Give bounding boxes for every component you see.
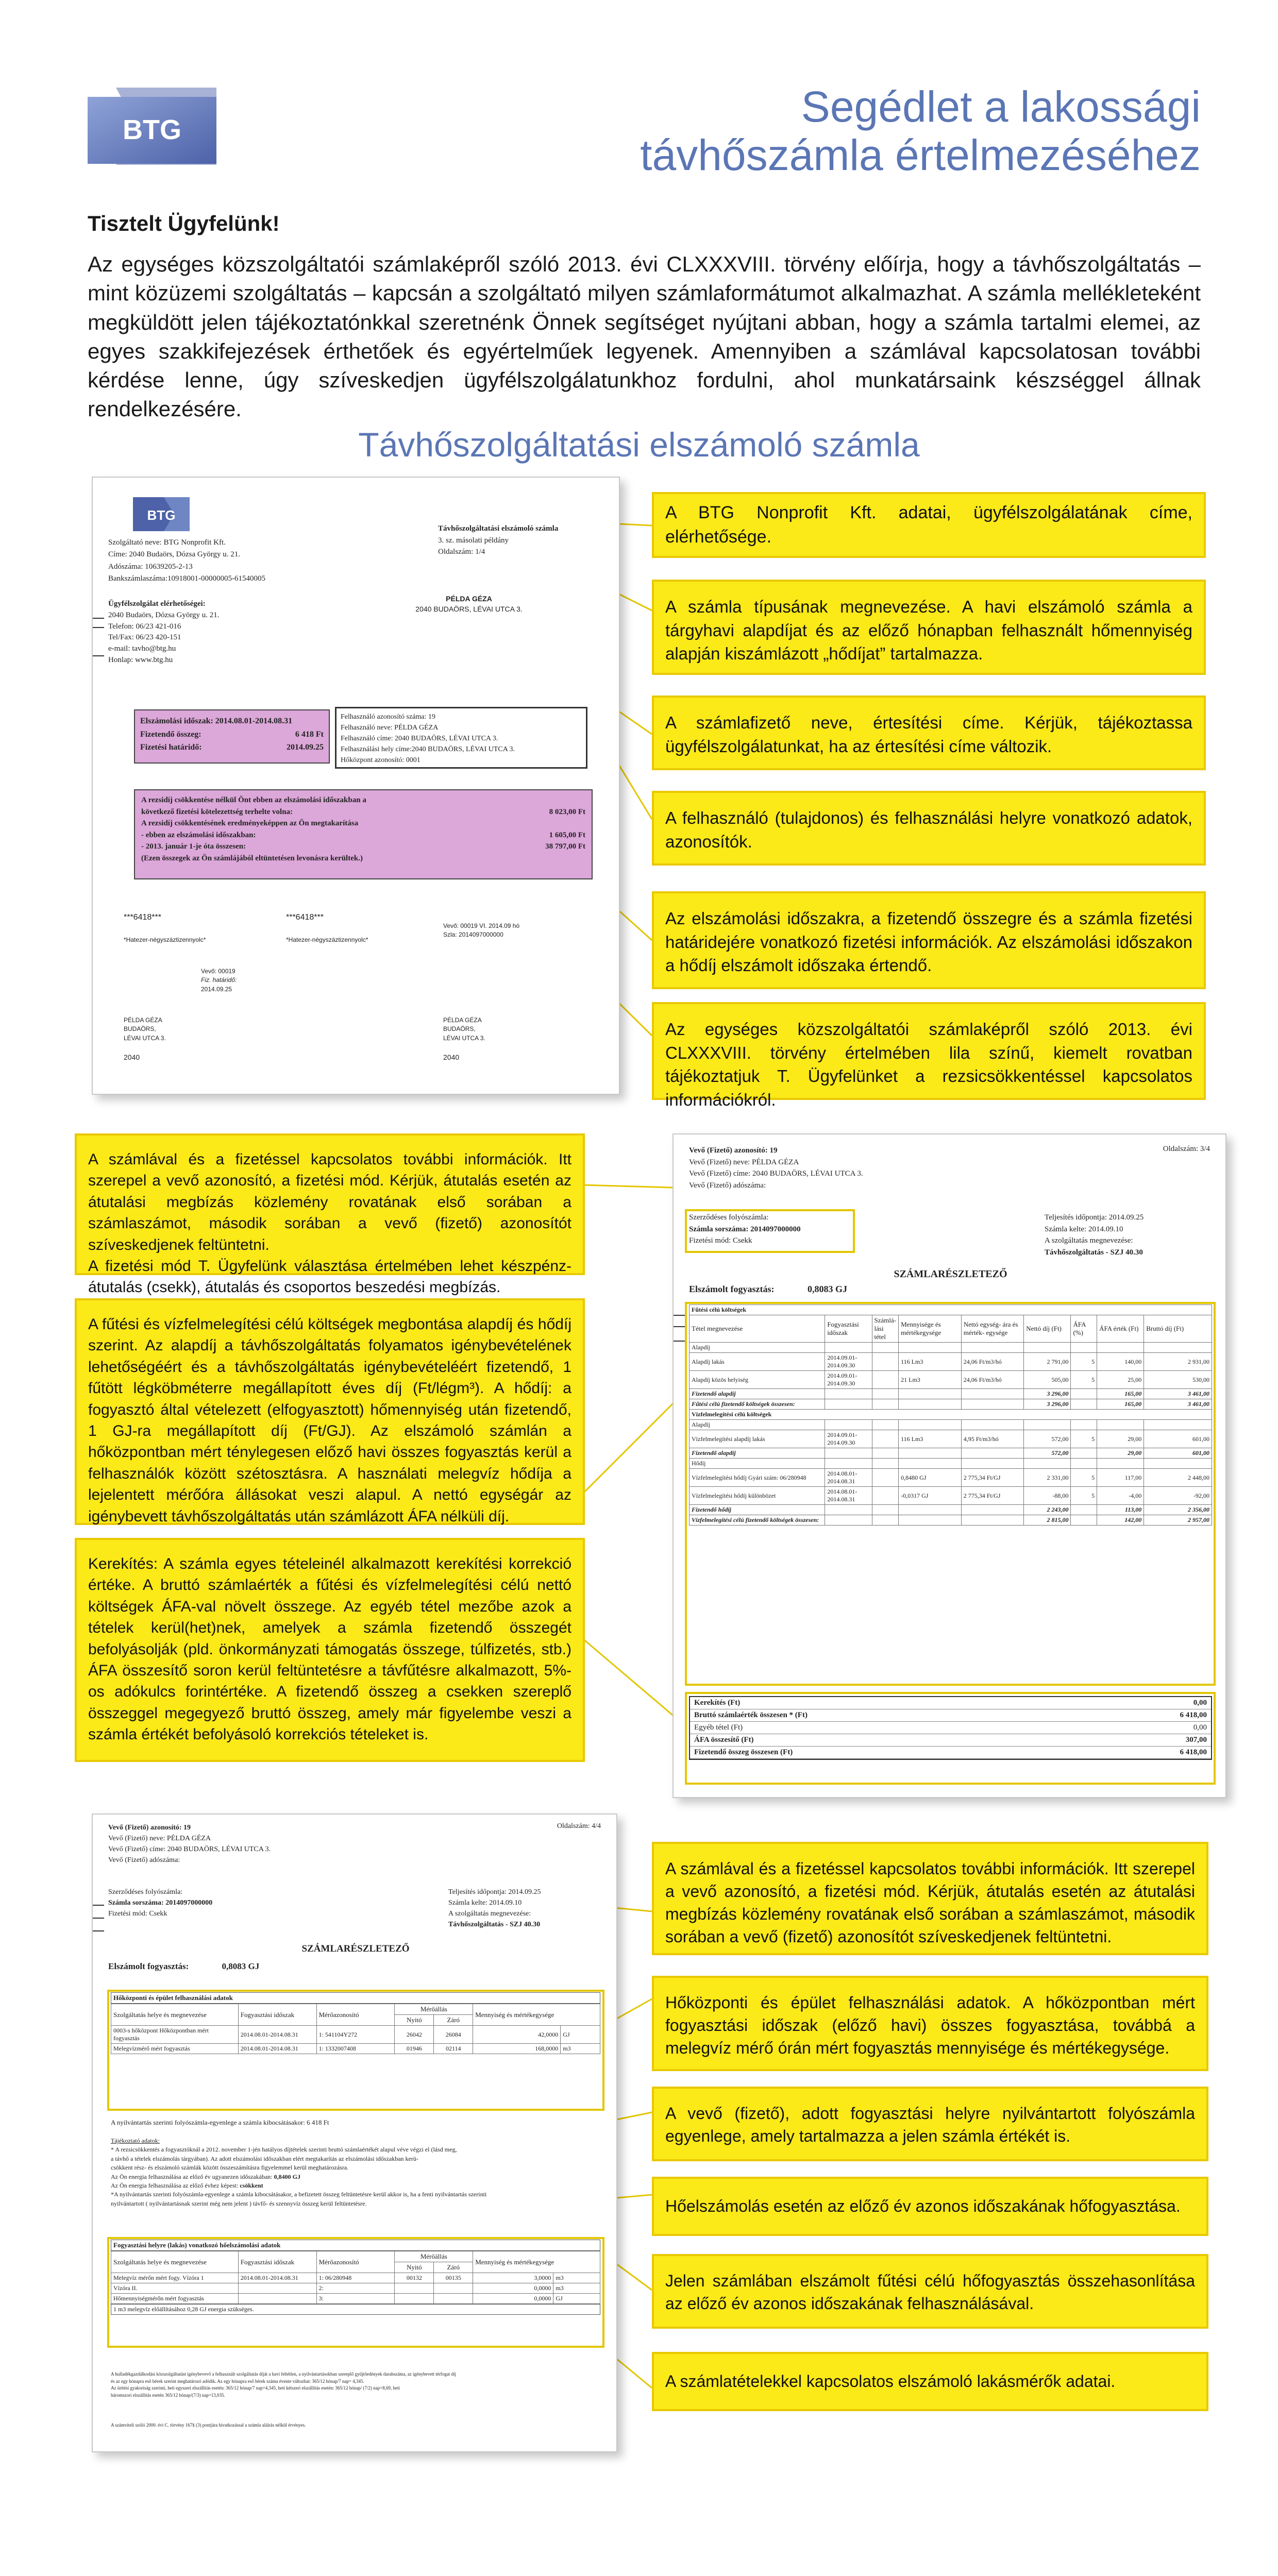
h-vat-amt: ÁFA érték (Ft) [1097, 1315, 1144, 1343]
melegviz-note: 1 m3 melegvíz előállításához 0,28 GJ energia szükséges. [111, 2304, 600, 2315]
cs-fax: Tel/Fax: 06/23 420-151 [108, 633, 181, 642]
doc3-performance-date: Teljesítés időpontja: 2014.09.25 [448, 1888, 541, 1896]
water-cell-net: 2 815,00 [1024, 1515, 1071, 1526]
doc3-buyer-address: Vevő (Fizető) címe: 2040 BUDAÖRS, LÉVAI UTCA 3. [108, 1845, 271, 1853]
doc3-buyer-id: Vevő (Fizető) azonosító: 19 [108, 1824, 191, 1832]
hk-h-qty: Mennyiség és mértékegysége [473, 2004, 600, 2026]
h-period: Fogyasztási időszak [825, 1315, 872, 1343]
hk-cell-close: 26084 [434, 2026, 473, 2044]
totals-value: 0,00 [1193, 1723, 1207, 1732]
hk-cell-name: 0003-s hőközpont Hőközpontban mért fogyasztás [111, 2026, 239, 2044]
heat-cell-net: 3 296,00 [1024, 1399, 1071, 1410]
heat-cell-price: 24,06 Ft/m3/hó [961, 1371, 1024, 1389]
doc2-service-value: Távhőszolgáltatás - SZJ 40.30 [1045, 1248, 1143, 1257]
meter-cell-meter: 1: 06/280948 [316, 2273, 395, 2283]
coupon-addr-a3: LÉVAI UTCA 3. [124, 1034, 166, 1042]
water-cell-name: Fizetendő hődíj [690, 1505, 825, 1515]
cs-web: Honlap: www.btg.hu [108, 655, 173, 664]
heat-cell-vat_amt: 165,00 [1097, 1399, 1144, 1410]
heat-cell-name: Fizetendő alapdíj [690, 1389, 825, 1399]
section-title: Távhőszolgáltatási elszámoló számla [358, 426, 920, 464]
coupon-addr-b4: 2040 [443, 1053, 460, 1062]
water-cell-name: Fizetendő alapdíj [690, 1448, 825, 1459]
m-h-open: Nyitó [395, 2262, 434, 2273]
water-cell-vat_amt: 29,00 [1097, 1430, 1144, 1448]
invoice-page-3 [672, 1133, 1226, 1798]
user-address: Felhasználó címe: 2040 BUDAÖRS, LÉVAI UTCA 3. [341, 735, 498, 742]
rezsi-line6: (Ezen összegek az Ön számlájából eltüntetésen levonásra kerültek.) [141, 854, 363, 862]
doc3-prev-value: 0,8400 GJ [274, 2173, 300, 2180]
doc3-info-l2: a távhő a tételek elszámolás tárgyában). Az adott elszámolási időszakban elért megtakarítás az elszámolási időszakban kerü- [111, 2155, 418, 2162]
invoice-page: Oldalszám: 1/4 [438, 548, 485, 556]
totals-value: 6 418,00 [1180, 1748, 1207, 1756]
meter-cell-meter: 2: [316, 2283, 395, 2294]
cs-title: Ügyfélszolgálat elérhetőségei: [108, 600, 206, 608]
h-net: Nettó díj (Ft) [1024, 1315, 1071, 1343]
user-id: Felhasználó azonosító száma: 19 [341, 713, 435, 721]
note-provider: A BTG Nonprofit Kft. adatai, ügyfélszolgálatának címe, elérhetősége. [652, 492, 1206, 558]
doc3-consumption-value: 0,8083 GJ [222, 1961, 260, 1971]
heat-cell-name: Alapdíj közös helyiség [690, 1371, 825, 1389]
h-sect: Számlá- lási tétel [872, 1315, 899, 1343]
due-label: Fizetési határidő: [140, 743, 202, 752]
hk-h-open: Nyitó [395, 2015, 434, 2026]
water-cell-qty: 116 Lm3 [899, 1430, 962, 1448]
heat-cell-qty: 21 Lm3 [899, 1371, 962, 1389]
water-title: Vízfelmelegítési célú költségek [690, 1410, 1212, 1420]
water-cell-qty: -0,0317 GJ [899, 1487, 962, 1505]
heat-cell-gross: 2 931,00 [1144, 1353, 1212, 1371]
doc2-contract: Szerződéses folyószámla: [689, 1213, 769, 1222]
heat-cell-period: 2014.09.01-2014.09.30 [825, 1353, 872, 1371]
doc3-consumption-label: Elszámolt fogyasztás: [108, 1961, 189, 1971]
doc3-compare-label: Az Ön energia felhasználása az előző évhez képest: [111, 2181, 239, 2189]
meter-cell-period: 2014.08.01-2014.08.31 [238, 2273, 316, 2283]
doc3-info-l1: * A rezsicsökkentés a fogyasztóknál a 2012. november 1-jén hatályos díjtételek szerinti bruttó számlaértékét alapul véve végzi el (lásd meg, [111, 2146, 457, 2154]
meter-cell-qty: 3,0000 [473, 2273, 553, 2283]
hk-cell-period: 2014.08.01-2014.08.31 [238, 2044, 316, 2054]
water-cell-net: -88,00 [1024, 1487, 1071, 1505]
coupon-word-b: *Hatezer-négyszáztizennyolc* [286, 936, 368, 943]
water-cell-gross: -92,00 [1144, 1487, 1212, 1505]
rezsi-line3: A rezsidíj csökkentésének eredményeképpen az Ön megtakarítása [141, 819, 359, 827]
meter-title: Fogyasztási helyre (lakás) vonatkozó hőelszámolási adatok [111, 2240, 600, 2251]
water-cell-name: Hődíj [690, 1459, 825, 1469]
note-meters: A számlatételekkel kapcsolatos elszámoló lakásmérők adatai. [652, 2352, 1208, 2411]
hk-cell-period: 2014.08.01-2014.08.31 [238, 2026, 316, 2044]
coupon-addr-a2: BUDAÖRS, [124, 1025, 156, 1033]
meter-cell-name: Vízóra II. [111, 2283, 239, 2294]
doc3-info-l5: nyilvántartott ( nyilvántartásnak szerint még nem jelent ) távfő- és szennyvíz összeg kerül feltüntetésre. [111, 2199, 367, 2207]
water-cell-gross: 601,00 [1144, 1448, 1212, 1459]
totals-value: 307,00 [1185, 1736, 1207, 1744]
hk-cell-name: Melegvízmérő mért fogyasztás [111, 2044, 239, 2054]
coupon-code-b: Szla: 2014097000000 [443, 931, 503, 939]
highlight-cost-table [685, 1302, 1216, 1686]
doc3-footer-l3: Az ürítési gyakoriság szerinti, heti egyszeri elszállítás esetén: 365/12 hónap/7 nap=4,345, heti kétszeri elszállítás esetén: 365/12 hónap/ (7/2) nap=8,69, heti [111, 2385, 400, 2391]
doc2-invoice-number: Számla sorszáma: 2014097000000 [689, 1225, 801, 1233]
heat-cell-net: 2 791,00 [1024, 1353, 1071, 1371]
hk-cell-meter: 1: 541104Y272 [316, 2026, 395, 2044]
coupon-addr-a1: PÉLDA GÉZA [124, 1016, 162, 1024]
invoice-copy: 3. sz. másolati példány [438, 536, 509, 545]
water-cell-name: Vízfelmelegítési célú fizetendő költségek összesen: [690, 1515, 825, 1526]
doc2-buyer-id: Vevő (Fizető) azonosító: 19 [689, 1146, 778, 1155]
water-cell-gross: 2 356,00 [1144, 1505, 1212, 1515]
doc3-buyer-tax: Vevő (Fizető) adószáma: [108, 1856, 180, 1864]
provider-tax: Adószáma: 10639205-2-13 [108, 562, 193, 571]
amount-label: Fizetendő összeg: [140, 730, 201, 739]
meter-cell-unit: GJ [553, 2294, 600, 2304]
coupon-addr-b3: LÉVAI UTCA 3. [443, 1034, 485, 1042]
note-payer: A számlafizető neve, értesítési címe. Kérjük, tájékoztassa ügyfélszolgálatunkat, ha az értesítési címe változik. [652, 696, 1206, 770]
doc1-logo [133, 493, 190, 534]
hk-cell-qty: 168,0000 [473, 2044, 561, 2054]
page-title-line2: távhőszámla értelmezéséhez [640, 131, 1201, 180]
provider-name: Szolgáltató neve: BTG Nonprofit Kft. [108, 538, 226, 547]
rezsi-box [134, 789, 593, 879]
intro-paragraph: Az egységes közszolgáltatói számlaképről szóló 2013. évi CLXXXVIII. törvény előírja, hogy a távhőszolgáltatás – mint közüzemi szolgáltatás – kapcsán a szolgáltató milyen számlaformátumot alkalmazhat. A számla mellékleteként megküldött jelen tájékoztatónkkal szeretnénk Önnek segítséget nyújtani abban, hogy a számla tartalmi elemei, az egyes szakkifejezések érthetőek és egyértelműek legyenek. Amennyiben a számlával kapcsolatosan további kérdése lenne, úgy szíveskedjen ügyfélszolgálatunkhoz fordulni, ahol munkatársaink készséggel állnak rendelkezésére. [88, 252, 1201, 421]
doc3-footer-l2: és az egy hónapra eső bérek szerint meghatározó adódik. Az egy hónapra eső bérek száma évente változhat: 365/12 hónap/7 nap= 4,345. [111, 2378, 364, 2384]
due-value: 2014.09.25 [287, 743, 324, 752]
meter-cell-unit: m3 [553, 2273, 600, 2283]
highlight-meter-data [107, 2237, 604, 2348]
invoice-type: Távhőszolgáltatási elszámoló számla [438, 524, 559, 533]
doc2-buyer-tax: Vevő (Fizető) adószáma: [689, 1181, 766, 1190]
highlight-payment-info [685, 1209, 855, 1253]
m-h-meter: Mérőazonosító [316, 2251, 395, 2273]
water-cell-name: Vízfelmelegítési alapdíj lakás [690, 1430, 825, 1448]
heat-cell-gross: 3 461,00 [1144, 1399, 1212, 1410]
heat-cell-qty: 116 Lm3 [899, 1353, 962, 1371]
totals-label: ÁFA összesítő (Ft) [694, 1736, 754, 1744]
hk-cell-open: 26042 [395, 2026, 434, 2044]
hk-h-period: Fogyasztási időszak [238, 2004, 316, 2026]
water-cell-vat_amt: 113,00 [1097, 1505, 1144, 1515]
page-title-line1: Segédlet a lakossági [801, 82, 1201, 131]
stub-line3: 2014.09.25 [201, 985, 232, 993]
rezsi-line5: - 2013. január 1-je óta összesen: [141, 842, 246, 851]
greeting: Tisztelt Ügyfelünk! [88, 211, 280, 235]
water-cell-period: 2014.08.01-2014.08.31 [825, 1487, 872, 1505]
doc2-page-number: Oldalszám: 3/4 [1163, 1145, 1210, 1153]
doc2-performance-date: Teljesítés időpontja: 2014.09.25 [1045, 1213, 1144, 1222]
doc3-info-l3: csökkent rész- és elszámoló számlák között összeszámításra figyelemmel kerül meghatározásra. [111, 2164, 349, 2172]
water-cell-net: 2 331,00 [1024, 1469, 1071, 1487]
period-label: Elszámolási időszak: [140, 717, 213, 725]
rezsi-value1: 8 023,00 Ft [549, 807, 585, 816]
note-cost-breakdown: A fűtési és vízfelmelegítési célú költségek megbontása alapdíj és hődíj szerint. Az alapdíj a távhőszolgáltatás folyamatos igénybevételének lehetőségéért és a távhőszolgáltatás igénybevételéért fizetendő, 1 fűtött légköbméterre megállapított éves díj (Ft/légm³). A hődíj: a fogyasztó által vételezett (elfogyasztott) hőmennyiség után fizetendő, 1 GJ-ra megállapított díj (Ft/GJ). Az elszámoló számlán a hőközpontban mért ténylegesen előző havi összes fogyasztás kerül a felhasználók között szétosztásra. A használati melegvíz hődíja a lejelentett mérőóra állásokat veszi alapul. A nettó egységár az igénybevett távhőszolgáltatás után számlázott ÁFA nélküli díj. [75, 1298, 585, 1525]
provider-bank: Bankszámlaszáma:10918001-00000005-61540005 [108, 574, 265, 583]
coupon-addr-b1: PÉLDA GÉZA [443, 1016, 482, 1024]
meter-cell-qty: 0,0000 [473, 2294, 553, 2304]
hk-h-meter: Mérőazonosító [316, 2004, 395, 2026]
water-cell-name: Vízfelmelegítési hődíj Gyári szám: 06/280948 [690, 1469, 825, 1487]
water-cell-vat: 5 [1071, 1487, 1097, 1505]
water-cell-gross: 601,00 [1144, 1430, 1212, 1448]
place-address: Felhasználási hely címe:2040 BUDAÖRS, LÉVAI UTCA 3. [341, 745, 515, 753]
doc3-info-title: Tájékoztató adatok: [111, 2137, 160, 2144]
note-payment-details: A számlával és a fizetéssel kapcsolatos további információk. Itt szerepel a vevő azonosító, a fizetési mód. Kérjük, átutalás esetén az átutalási megbízás közlemény rovatának első sorában a számlaszámot, második sorában a vevő (fizető) azonosítót szíveskedjenek feltüntetni. A fizetési mód T. Ügyfelünk választása értelmében lehet készpénz-átutalás (csekk), átutalás és csoportos beszedési megbízás. [75, 1133, 585, 1275]
note-user: A felhasználó (tulajdonos) és felhasználási helyre vonatkozó adatok, azonosítók. [652, 791, 1206, 866]
rezsi-value2: 1 605,00 Ft [549, 831, 585, 839]
meter-cell-unit: m3 [553, 2283, 600, 2294]
hk-h-reading: Mérőállás [395, 2004, 473, 2015]
h-vat: ÁFA (%) [1071, 1315, 1097, 1343]
user-box [335, 707, 587, 769]
heat-cell-vat_amt: 140,00 [1097, 1353, 1144, 1371]
doc3-invoice-number: Számla sorszáma: 2014097000000 [108, 1899, 213, 1907]
hk-cell-unit: m3 [561, 2044, 600, 2054]
amount-value: 6 418 Ft [295, 730, 324, 739]
doc3-buyer-name: Vevő (Fizető) neve: PÉLDA GÉZA [108, 1835, 211, 1842]
doc3-detail-title: SZÁMLARÉSZLETEZŐ [301, 1943, 410, 1954]
water-cell-vat: 5 [1071, 1469, 1097, 1487]
water-cell-gross: 2 957,00 [1144, 1515, 1212, 1526]
doc2-consumption-label: Elszámolt fogyasztás: [689, 1284, 775, 1294]
period-value: 2014.08.01-2014.08.31 [215, 717, 293, 725]
payer-address: 2040 BUDAÖRS, LÉVAI UTCA 3. [415, 605, 523, 614]
svg-text:BTG: BTG [147, 507, 176, 523]
water-cell-price: 4,95 Ft/m3/hó [961, 1430, 1024, 1448]
doc3-pay-mode: Fizetési mód: Csekk [108, 1910, 167, 1918]
note-comparison: Jelen számlában elszámolt fűtési célú hőfogyasztás összehasonlítása az előző év azonos időszakának felhasználásával. [652, 2254, 1208, 2329]
coupon-amount-a: ***6418*** [124, 913, 161, 922]
totals-value: 0,00 [1193, 1699, 1207, 1707]
hk-id: Hőközpont azonosító: 0001 [341, 756, 421, 764]
svg-text:BTG: BTG [123, 114, 181, 145]
heat-cell-name: Fűtési célú fizetendő költségek összesen: [690, 1399, 825, 1410]
coupon-word-a: *Hatezer-négyszáztizennyolc* [124, 936, 206, 943]
doc3-prev-year: Az Ön energia felhasználása az előző év ugyanezen időszakában: [111, 2173, 273, 2180]
meter-cell-qty: 0,0000 [473, 2283, 553, 2294]
heat-cell-name: Alapdíj [690, 1343, 825, 1353]
meter-cell-name: Melegvíz mérőn mért fogy. Vízóra 1 [111, 2273, 239, 2283]
note-payment-info: Az elszámolási időszakra, a fizetendő összegre és a számla fizetési határidejére vonatkozó fizetési információk. Az elszámolási időszakon a hődíj elszámolt időszaka értendő. [652, 891, 1206, 989]
doc2-detail-title: SZÁMLARÉSZLETEZŐ [894, 1268, 1007, 1280]
cs-phone: Telefon: 06/23 421-016 [108, 622, 181, 631]
water-cell-gross: 2 448,00 [1144, 1469, 1212, 1487]
water-cell-vat_amt: 117,00 [1097, 1469, 1144, 1487]
water-cell-vat: 5 [1071, 1430, 1097, 1448]
doc3-footer-l4: háromszori elszállítás esetén 365/12 hónap/(7/3) nap=13,035. [111, 2392, 225, 2398]
water-cell-qty: 0,8480 GJ [899, 1469, 962, 1487]
water-cell-name: Alapdíj [690, 1420, 825, 1430]
heat-cell-vat: 5 [1071, 1371, 1097, 1389]
rezsi-line4: - ebben az elszámolási időszakban: [141, 831, 256, 839]
doc3-footer-l5: A számviteli szóló 2000. évi C. törvény 167§ (3) pontjára hivatkozással a számla aláírás nélkül érvényes. [111, 2422, 306, 2428]
invoice-page-1 [92, 477, 620, 1095]
m-h-name: Szolgáltatás helye és megnevezése [111, 2251, 239, 2273]
highlight-totals [685, 1692, 1216, 1785]
note-prev-year: Hőelszámolás esetén az előző év azonos időszakának hőfogyasztása. [652, 2177, 1208, 2236]
hk-title: Hőközponti és épület felhasználási adatok [111, 1992, 600, 2004]
doc3-balance: A nyilvántartás szerinti folyószámla-egyenlege a számla kibocsátásakor: 6 418 Ft [111, 2119, 329, 2126]
h-name: Tétel megnevezése [690, 1315, 825, 1343]
totals-label: Egyéb tétel (Ft) [694, 1723, 743, 1732]
hk-h-close: Záró [434, 2015, 473, 2026]
water-cell-net: 2 243,00 [1024, 1505, 1071, 1515]
doc3-info-l4: *A nyilvántartás szerinti folyószámla-egyenlege a számla kibocsátásakor, a befizetett összeg feltüntetésre kerül akkor is, ha a fenti nyilvántartás szerinti [111, 2191, 487, 2198]
doc3-issue-date: Számla kelte: 2014.09.10 [448, 1899, 522, 1907]
doc3-compare-value: csökkent [240, 2181, 263, 2189]
coupon-addr-b2: BUDAÖRS, [443, 1025, 476, 1033]
heat-cell-price: 24,06 Ft/m3/hó [961, 1353, 1024, 1371]
meter-cell-close: 00135 [434, 2273, 473, 2283]
water-cell-price: 2 775,34 Ft/GJ [961, 1469, 1024, 1487]
doc2-buyer-name: Vevő (Fizető) neve: PÉLDA GÉZA [689, 1158, 799, 1166]
heat-cell-vat: 5 [1071, 1353, 1097, 1371]
payer-name: PÉLDA GÉZA [446, 595, 492, 603]
stub-line2: Fiz. határidő: [201, 976, 237, 984]
heat-cell-gross: 530,00 [1144, 1371, 1212, 1389]
doc2-service-label: A szolgáltatás megnevezése: [1045, 1236, 1133, 1245]
heat-cell-period: 2014.09.01-2014.09.30 [825, 1371, 872, 1389]
hk-cell-qty: 42,0000 [473, 2026, 561, 2044]
water-cell-period: 2014.09.01-2014.09.30 [825, 1430, 872, 1448]
doc3-contract: Szerződéses folyószámla: [108, 1888, 183, 1896]
doc3-service-value: Távhőszolgáltatás - SZJ 40.30 [448, 1921, 541, 1928]
heat-cell-name: Alapdíj lakás [690, 1353, 825, 1371]
water-cell-net: 572,00 [1024, 1430, 1071, 1448]
coupon-amount-b: ***6418*** [286, 913, 324, 922]
note-payment-details-2: A számlával és a fizetéssel kapcsolatos további információk. Itt szerepel a vevő azonosító, a fizetési mód. Kérjük, átutalás esetén az átutalási megbízás közlemény rovatának első sorában a számlaszámot, második sorában a vevő (fizető) azonosítót szíveskedjenek feltüntetni. [652, 1842, 1208, 1955]
water-cell-net: 572,00 [1024, 1448, 1071, 1459]
water-cell-price: 2 775,34 Ft/GJ [961, 1487, 1024, 1505]
highlight-hk-data [107, 1990, 604, 2111]
page-title [640, 82, 1201, 179]
user-name: Felhasználó neve: PÉLDA GÉZA [341, 724, 439, 732]
water-cell-name: Vízfelmelegítési hődíj különbözet [690, 1487, 825, 1505]
heat-cell-net: 3 296,00 [1024, 1389, 1071, 1399]
meter-cell-open: 00132 [395, 2273, 434, 2283]
meter-cell-meter: 3: [316, 2294, 395, 2304]
note-hk-data: Hőközponti és épület felhasználási adatok. A hőközpontban mért fogyasztási időszak (előző havi) összes fogyasztása, továbbá a melegvíz mérő órán mért fogyasztás mennyisége és mértékegysége. [652, 1976, 1208, 2071]
heat-cell-vat_amt: 165,00 [1097, 1389, 1144, 1399]
doc2-buyer-address: Vevő (Fizető) címe: 2040 BUDAÖRS, LÉVAI UTCA 3. [689, 1170, 863, 1178]
heat-cell-vat_amt: 25,00 [1097, 1371, 1144, 1389]
water-cell-vat_amt: -4,00 [1097, 1487, 1144, 1505]
m-h-qty: Mennyiség és mértékegysége [473, 2251, 600, 2273]
doc3-page-number: Oldalszám: 4/4 [557, 1822, 601, 1830]
coupon-code-a: Vevő: 00019 VI. 2014.09 hó [443, 922, 520, 929]
note-invoice-type: A számla típusának megnevezése. A havi elszámoló számla a tárgyhavi alapdíjat és az előző hónapban felhasznált hőmennyiség alapján kiszámlázott „hődíjat” tartalmazza. [652, 580, 1206, 675]
doc3-service-label: A szolgáltatás megnevezése: [448, 1910, 531, 1918]
totals-label: Bruttó számlaérték összesen * (Ft) [694, 1711, 808, 1719]
h-gross: Bruttó díj (Ft) [1144, 1315, 1212, 1343]
rezsi-line2: következő fizetési kötelezettség terhelte volna: [141, 807, 293, 816]
hk-cell-unit: GJ [561, 2026, 600, 2044]
h-qty: Mennyisége és mértékegysége [899, 1315, 962, 1343]
water-cell-vat_amt: 142,00 [1097, 1515, 1144, 1526]
heat-cell-gross: 3 461,00 [1144, 1389, 1212, 1399]
totals-label: Kerekítés (Ft) [694, 1699, 741, 1707]
water-cell-vat_amt: 29,00 [1097, 1448, 1144, 1459]
meter-cell-name: Hőmennyiségmérőn mért fogyasztás [111, 2294, 239, 2304]
provider-address: Címe: 2040 Budaörs, Dózsa György u. 21. [108, 550, 240, 559]
stub-line1: Vevő: 00019 [201, 968, 236, 975]
note-rounding: Kerekítés: A számla egyes tételeinél alkalmazott kerekítési korrekció értéke. A bruttó számlaérték a fűtési és vízfelmelegítési célú nettó költségek ÁFA-val növelt összege. Az egyéb tétel mezőbe azok a tételek kerül(het)nek, amelyek a számla fizetendő összegét befolyásolják (pld. önkormányzati támogatás összege, túlfizetés, stb.) ÁFA összesítő soron kerül feltüntetésre a távfűtésre alkalmazott, 5%-os adókulcs forintértéke. A fizetendő összeg a csekken szereplő összeggel megegyező bruttó összeg, amely már figyelembe veszi a számla értékét befolyásoló korrekciós tételeket is. [75, 1538, 585, 1762]
doc3-footer-l1: A hulladékgazdálkodási közszolgáltatást igénybevevő a felhasznált szolgáltatás díját a havi feltétlen, a nyilvántartásokban szereplő gyűjtőedények darabszáma, az igénybevett térfogat díj [111, 2371, 456, 2377]
totals-label: Fizetendő összeg összesen (Ft) [694, 1748, 793, 1756]
btg-logo [88, 88, 216, 178]
doc2-pay-mode: Fizetési mód: Csekk [689, 1236, 752, 1245]
cs-address: 2040 Budaörs, Dózsa György u. 21. [108, 611, 220, 619]
h-price: Nettó egység- ára és mérték- egysége [961, 1315, 1024, 1343]
heat-title: Fűtési célú költségek [690, 1305, 1212, 1315]
m-h-period: Fogyasztási időszak [238, 2251, 316, 2273]
totals-value: 6 418,00 [1180, 1711, 1207, 1719]
water-cell-period: 2014.08.01-2014.08.31 [825, 1469, 872, 1487]
hk-h-name: Szolgáltatás helye és megnevezése [111, 2004, 239, 2026]
rezsi-value3: 38 797,00 Ft [545, 842, 585, 851]
invoice-page-4 [92, 1814, 617, 2452]
rezsi-line1: A rezsidíj csökkentése nélkül Önt ebben az elszámolási időszakban a [141, 796, 366, 804]
hk-cell-open: 01946 [395, 2044, 434, 2054]
note-balance: A vevő (fizető), adott fogyasztási helyre nyilvántartott folyószámla egyenlege, amely tartalmazza a jelen számla értékét is. [652, 2087, 1208, 2161]
cs-email: e-mail: tavho@btg.hu [108, 645, 176, 653]
period-box [134, 709, 330, 764]
heat-cell-net: 505,00 [1024, 1371, 1071, 1389]
doc2-issue-date: Számla kelte: 2014.09.10 [1045, 1225, 1123, 1233]
hk-cell-close: 02114 [434, 2044, 473, 2054]
hk-cell-meter: 1: 1332007408 [316, 2044, 395, 2054]
doc2-consumption-value: 0,8083 GJ [807, 1284, 847, 1294]
coupon-addr-a4: 2040 [124, 1053, 140, 1062]
m-h-close: Záró [434, 2262, 473, 2273]
note-rezsi: Az egységes közszolgáltatói számlaképről szóló 2013. évi CLXXXVIII. törvény értelmében lila színű, kiemelt rovatban tájékoztatjuk T. Ügyfelünket a rezsicsökkentéssel kapcsolatos információkról. [652, 1002, 1206, 1100]
m-h-reading: Mérőállás [395, 2251, 473, 2262]
